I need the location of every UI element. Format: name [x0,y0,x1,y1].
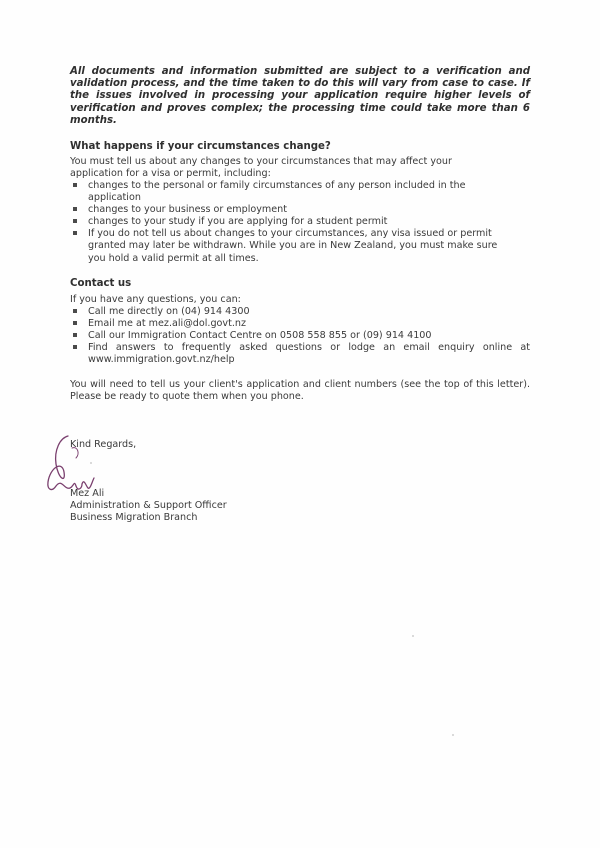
bullet-square-icon [73,345,77,349]
list-item: Call our Immigration Contact Centre on 0508 558 855 or (09) 914 4100 [70,330,530,342]
list-item: Call me directly on (04) 914 4300 [70,306,530,318]
signer-name: Mez Ali [70,488,105,499]
list-item: If you do not tell us about changes to your circumstances, any visa issued or permit granted may later be withdrawn. While you are in New Zealand, you must make sure you hold a valid permit at all times. [70,228,510,264]
bullet-square-icon [73,231,77,235]
processing-notice: All documents and information submitted are subject to a verification and validation process, and the time taken to do this will vary from case to case. If the issues involved in processing your application require higher levels of verification and proves complex; the processing time could take more than 6 months. [70,66,530,126]
contact-intro: If you have any questions, you can: [70,294,241,305]
bullet-square-icon [73,183,77,187]
bullet-square-icon [73,207,77,211]
client-numbers-note: You will need to tell us your client's application and client numbers (see the top of this letter). Please be ready to quote them when you phone. [70,379,530,403]
bullet-square-icon [73,333,77,337]
list-item: changes to your study if you are applying for a student permit [70,216,510,228]
contact-list [70,306,530,366]
list-item: changes to your business or employment [70,204,510,216]
circumstances-list [70,180,510,265]
scan-speck [90,462,92,464]
scan-speck [452,734,454,736]
signer-branch: Business Migration Branch [70,512,198,524]
circumstances-heading: What happens if your circumstances change? [70,141,331,152]
signature-block [70,488,227,524]
contact-heading: Contact us [70,278,132,289]
bullet-square-icon [73,309,77,313]
list-item: changes to the personal or family circumstances of any person included in the application [70,180,510,204]
bullet-square-icon [73,321,77,325]
salutation: Kind Regards, [70,439,137,450]
scan-speck [412,635,414,637]
bullet-square-icon [73,219,77,223]
list-item: Find answers to frequently asked questions or lodge an email enquiry online at www.immigration.govt.nz/help [70,342,530,366]
list-item: Email me at mez.ali@dol.govt.nz [70,318,530,330]
signer-title: Administration & Support Officer [70,500,227,512]
circumstances-intro: You must tell us about any changes to your circumstances that may affect your application for a visa or permit, including: [70,156,452,180]
